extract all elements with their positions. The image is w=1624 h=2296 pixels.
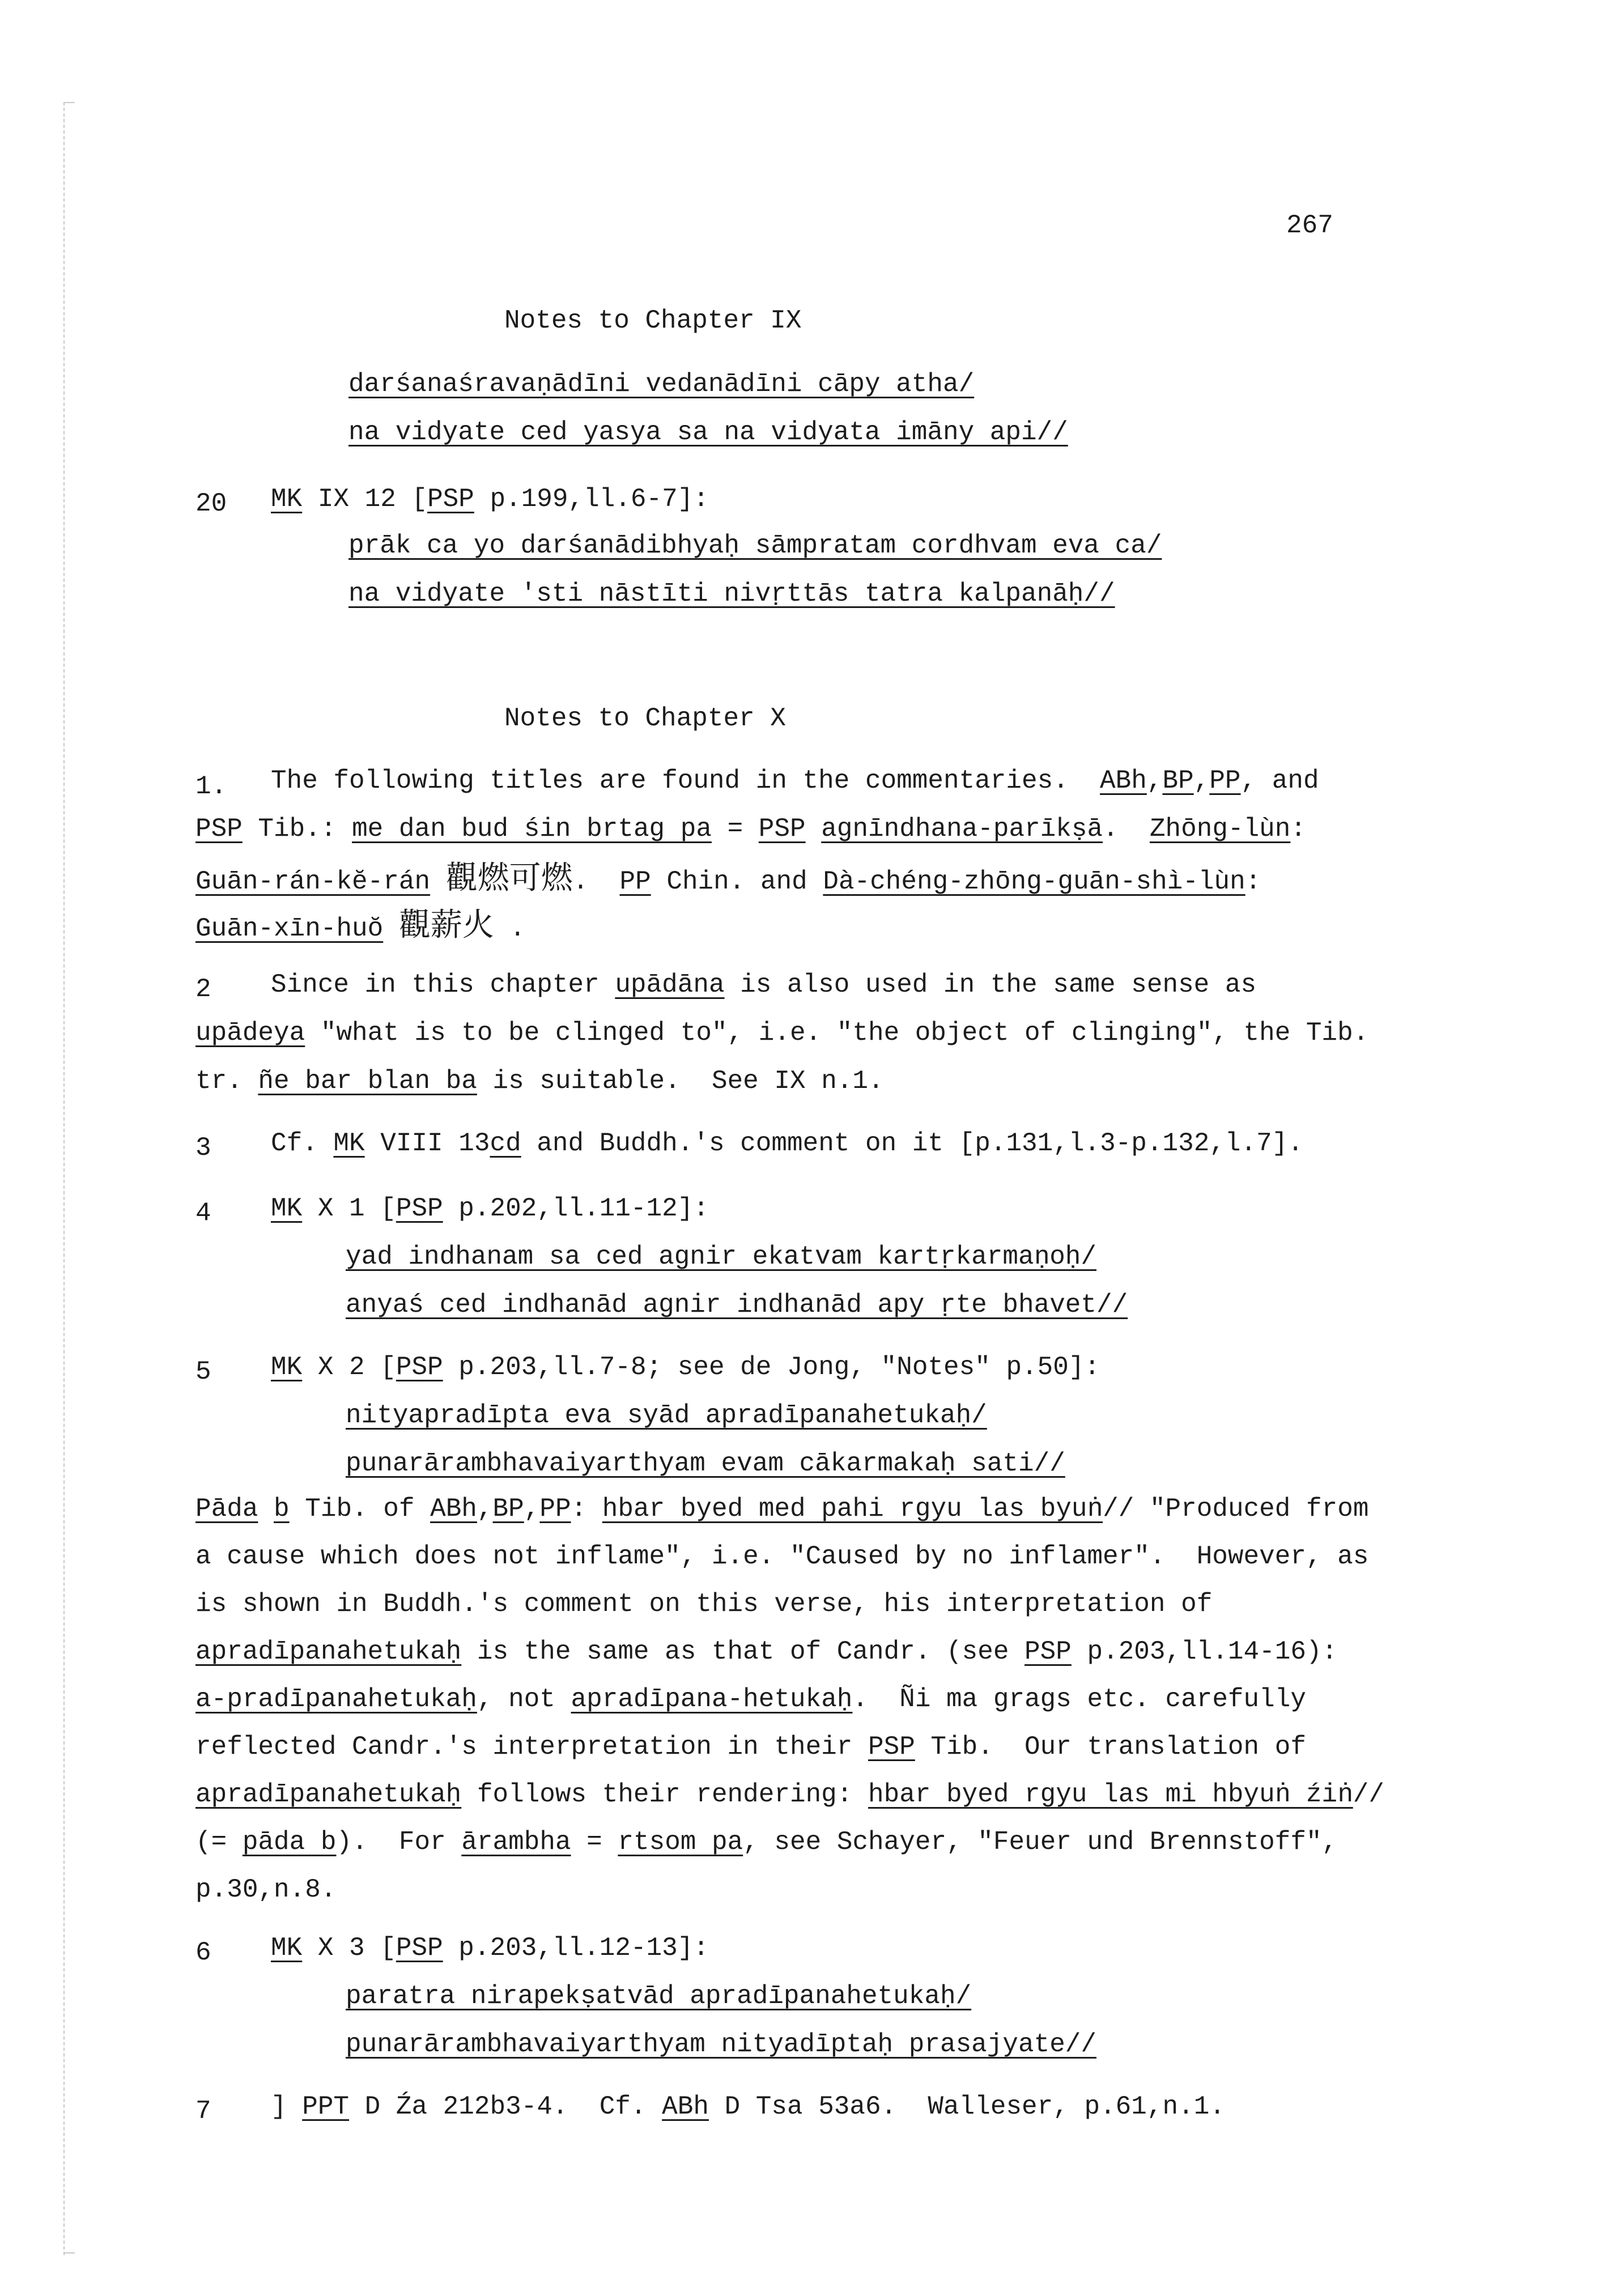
note-5-psp-loc: p.203,ll.14-16): <box>1071 1637 1338 1666</box>
note-7-bracket: ] <box>271 2092 303 2121</box>
note-1-chin-and: Chin. and <box>651 867 823 896</box>
note-5-translation: Tib. Our translation of <box>915 1732 1306 1762</box>
note-5-para-line-4 <box>195 1639 1337 1665</box>
psp-abbrev: PSP <box>427 484 474 514</box>
abh-abbrev: ABh <box>662 2092 709 2121</box>
note-6-ref: X 3 [ <box>302 1933 396 1963</box>
sanskrit-term: apradīpana-hetukaḥ <box>571 1685 853 1714</box>
note-number-7: 7 <box>195 2097 211 2126</box>
note-3-cd: cd <box>490 1129 521 1158</box>
note-2-tr: tr. <box>195 1066 258 1096</box>
note-4-ref: X 1 [ <box>302 1194 396 1223</box>
note-2-line-2 <box>195 1020 1368 1046</box>
note-4-verse-1: yad indhanam sa ced agnir ekatvam kartṛkarmaṇoḥ/ <box>346 1242 1097 1272</box>
note-1-tib-label: Tib.: <box>242 814 352 844</box>
mk-abbrev: MK <box>271 1353 303 1382</box>
page-number: 267 <box>1286 211 1333 240</box>
note-1-and: , and <box>1240 766 1319 796</box>
note-5-para-line-1: Pāda b Tib. of ABh,BP,PP: hbar byed med pahi rgyu las byuṅ// "Produced from <box>195 1494 1369 1524</box>
note-2-text-d: is suitable. See IX n.1. <box>477 1066 884 1096</box>
note-number-4: 4 <box>195 1198 211 1228</box>
equals-sign: = <box>711 814 759 844</box>
note-20-verse-1: prāk ca yo darśanādibhyaḥ sāmpratam cordhvam eva ca/ <box>348 531 1162 560</box>
da-cheng-title: Dà-chéng-zhōng-guān-shì-lùn <box>823 867 1245 896</box>
psp-abbrev: PSP <box>195 814 243 844</box>
note-1-line-1: The following titles are found in the commentaries. ABh,BP,PP, and <box>271 766 1319 796</box>
left-margin-scan-line <box>63 102 65 2255</box>
note-5-produced: // "Produced from <box>1103 1494 1369 1524</box>
note-number-20: 20 <box>195 489 227 518</box>
note-1-line-4 <box>195 909 525 942</box>
psp-abbrev: PSP <box>868 1732 915 1762</box>
note-6-verse-2: punarārambhavaiyarthyam nityadīptaḥ prasajyate// <box>346 2030 1097 2059</box>
note-5-verse-1: nityapradīpta eva syād apradīpanahetukaḥ/ <box>346 1401 987 1430</box>
pp-abbrev: PP <box>539 1494 571 1524</box>
sanskrit-term: a-pradīpanahetukaḥ <box>195 1685 477 1714</box>
psp-abbrev: PSP <box>758 814 806 844</box>
note-5-nima: . Ñi ma grags etc. carefully <box>852 1685 1306 1714</box>
sanskrit-title: agnīndhana-parīkṣā <box>821 814 1103 844</box>
bp-abbrev: BP <box>492 1494 524 1524</box>
psp-abbrev: PSP <box>396 1353 443 1382</box>
note-3-line <box>271 1130 1303 1156</box>
chinese-characters-1: 觀燃可燃 <box>445 860 573 896</box>
note-4-verse-2: anyaś ced indhanād agnir indhanād apy ṛte bhavet// <box>346 1290 1128 1320</box>
margin-tick-bottom <box>63 2252 75 2254</box>
mk-abbrev: MK <box>333 1129 365 1158</box>
tibetan-phrase-1: hbar byed med pahi rgyu las byuṅ <box>602 1494 1103 1524</box>
note-number-2: 2 <box>195 975 211 1004</box>
sanskrit-term: apradīpanahetukaḥ <box>195 1780 462 1809</box>
note-1-colon: : <box>1290 814 1307 844</box>
note-1-line-3: Guān-rán-kĕ-rán 觀燃可燃. PP Chin. and Dà-chéng-zhōng-guān-shì-lùn: <box>195 860 1261 896</box>
note-5-reflected: reflected Candr.'s interpretation in their <box>195 1732 868 1762</box>
note-5-para-line-5 <box>195 1686 1306 1712</box>
note-5-reference <box>271 1354 1100 1380</box>
chinese-characters-2: 觀薪火 <box>398 907 494 943</box>
note-5-verse-2: punarārambhavaiyarthyam evam cākarmakaḥ sati// <box>346 1449 1065 1478</box>
note-5-paren: (= <box>195 1827 243 1857</box>
mk-abbrev: MK <box>271 484 303 514</box>
abh-abbrev: ABh <box>1100 766 1147 796</box>
note-2-line-3 <box>195 1068 884 1094</box>
chapter-10-heading: Notes to Chapter X <box>504 704 786 733</box>
note-20-reference <box>271 486 709 512</box>
note-5-para-line-6 <box>195 1734 1306 1760</box>
rtsom-pa-term: rtsom pa <box>618 1827 743 1857</box>
note-5-tib-of: Tib. of <box>289 1494 431 1524</box>
chapter-9-heading: Notes to Chapter IX <box>504 306 802 335</box>
note-7-ref: D Źa 212b3-4. Cf. <box>349 2092 662 2121</box>
note-3-ref: VIII 13 <box>364 1129 490 1158</box>
note-1-colon-2: : <box>1245 867 1261 896</box>
guan-xin-title: Guān-xīn-huŏ <box>195 914 384 943</box>
note-5-same-as: is the same as that of Candr. (see <box>461 1637 1025 1666</box>
zhong-lun-title: Zhōng-lùn <box>1149 814 1291 844</box>
upadeya-term: upādeya <box>195 1018 305 1048</box>
note-4-location: p.202,ll.11-12]: <box>443 1194 709 1223</box>
mk-abbrev: MK <box>271 1194 303 1223</box>
note-3-rest: and Buddh.'s comment on it [p.131,l.3-p.132,l.7]. <box>521 1129 1303 1158</box>
note-5-colon: : <box>571 1494 602 1524</box>
psp-abbrev: PSP <box>396 1194 443 1223</box>
note-5-location: p.203,ll.7-8; see de Jong, "Notes" p.50]: <box>443 1353 1100 1382</box>
note-5-para-line-2: a cause which does not inflame", i.e. "Caused by no inflamer". However, as <box>195 1542 1369 1571</box>
note-1-final-period: . <box>494 914 526 943</box>
note-5-follows: follows their rendering: <box>461 1780 868 1809</box>
note-6-location: p.203,ll.12-13]: <box>443 1933 709 1963</box>
note-7-rest: D Tsa 53a6. Walleser, p.61,n.1. <box>708 2092 1225 2121</box>
note-5-for: ). For <box>336 1827 462 1857</box>
note-number-3: 3 <box>195 1133 211 1163</box>
note-3-cf: Cf. <box>271 1129 334 1158</box>
tibetan-phrase-2: hbar byed rgyu las mi hbyuṅ źiṅ <box>868 1780 1353 1809</box>
sanskrit-term: apradīpanahetukaḥ <box>195 1637 462 1666</box>
note-6-verse-1: paratra nirapekṣatvād apradīpanahetukaḥ/ <box>346 1982 972 2011</box>
ch9-verse-line-b: na vidyate ced yasya sa na vidyata imāny api// <box>348 418 1068 447</box>
psp-abbrev: PSP <box>396 1933 443 1963</box>
ppt-abbrev: PPT <box>302 2092 350 2121</box>
note-2-text-c: "what is to be clinged to", i.e. "the object of clinging", the Tib. <box>305 1018 1369 1048</box>
note-5-para-line-7 <box>195 1781 1384 1808</box>
pada-label: Pāda <box>195 1494 258 1524</box>
note-number-6: 6 <box>195 1938 211 1967</box>
note-6-reference <box>271 1935 709 1961</box>
note-2-text-b: is also used in the same sense as <box>724 970 1257 1000</box>
note-number-5: 5 <box>195 1357 211 1387</box>
note-1-line-2 <box>195 816 1306 842</box>
note-7-line <box>271 2094 1225 2120</box>
note-number-1: 1. <box>195 772 227 801</box>
note-5-slashes: // <box>1353 1780 1384 1809</box>
note-5-not: , not <box>477 1685 571 1714</box>
note-5-para-line-3: is shown in Buddh.'s comment on this verse, his interpretation of <box>195 1589 1213 1619</box>
note-2-text-a: Since in this chapter <box>271 970 615 1000</box>
pp-abbrev: PP <box>1209 766 1241 796</box>
pada-b: pāda b <box>242 1827 337 1857</box>
note-2-line-1 <box>271 972 1256 998</box>
margin-tick-top <box>63 102 75 103</box>
note-1-period: . <box>1103 814 1150 844</box>
note-5-equals: = <box>571 1827 618 1857</box>
note-20-location: p.199,ll.6-7]: <box>474 484 709 514</box>
psp-abbrev: PSP <box>1024 1637 1072 1666</box>
arambha-term: ārambha <box>461 1827 571 1857</box>
ch9-verse-line-a: darśanaśravaṇādīni vedanādīni cāpy atha/ <box>348 369 975 399</box>
abh-abbrev: ABh <box>430 1494 477 1524</box>
pada-letter: b <box>274 1494 290 1524</box>
tibetan-title: me dan bud śin brtag pa <box>352 814 712 844</box>
pp-abbrev: PP <box>619 867 651 896</box>
guan-ran-title: Guān-rán-kĕ-rán <box>195 867 431 896</box>
note-5-para-line-9: p.30,n.8. <box>195 1875 337 1904</box>
note-4-reference <box>271 1196 709 1222</box>
note-5-ref: X 2 [ <box>302 1353 396 1382</box>
note-5-para-line-8 <box>195 1829 1337 1855</box>
bp-abbrev: BP <box>1162 766 1194 796</box>
note-1-intro: The following titles are found in the commentaries. <box>271 766 1100 796</box>
mk-abbrev: MK <box>271 1933 303 1963</box>
upadana-term: upādāna <box>615 970 725 1000</box>
tibetan-term: ñe bar blan ba <box>258 1066 477 1096</box>
note-5-schayer: , see Schayer, "Feuer und Brennstoff", <box>743 1827 1338 1857</box>
note-20-ref-text: IX 12 [ <box>302 484 428 514</box>
note-20-verse-2: na vidyate 'sti nāstīti nivṛttās tatra kalpanāḥ// <box>348 579 1115 609</box>
